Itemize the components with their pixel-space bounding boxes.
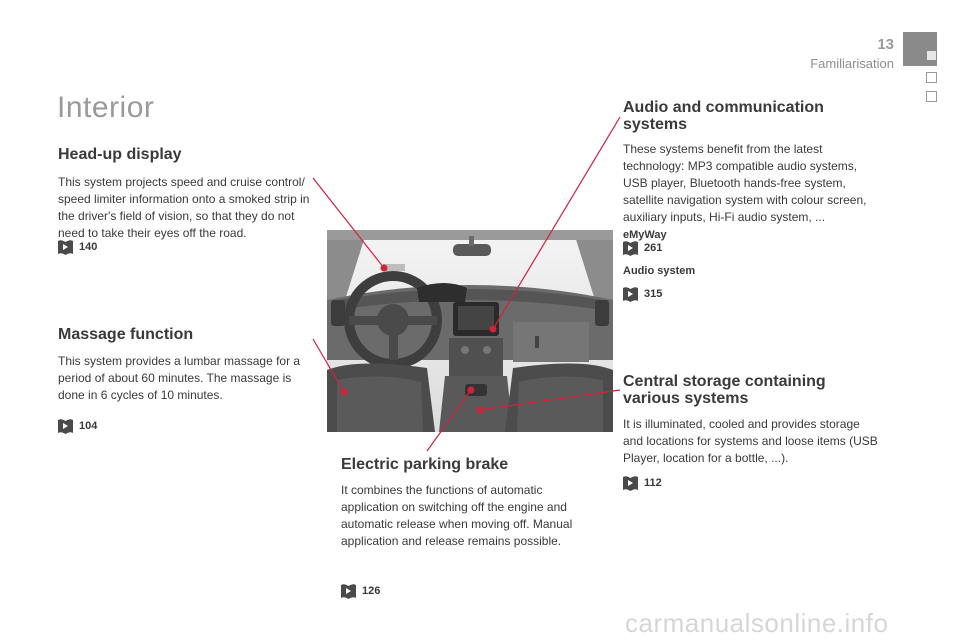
page-ref-number: 112 [644, 477, 662, 489]
brake-body: It combines the functions of automatic application on switching off the engine and automatic release when moving off. Manual application and release remains possible. [341, 483, 573, 548]
headup-body: This system projects speed and cruise control/ speed limiter information onto a smoked strip in the driver's field of vision, so that they do not need to take their eyes off the road. [58, 175, 310, 240]
emyway-label: eMyWay [623, 229, 667, 241]
page-ref-number: 315 [644, 288, 663, 300]
audio-body: These systems benefit from the latest technology: MP3 compatible audio systems, USB player, Bluetooth hands-free system, satellite navigation system with colour screen, auxiliary inputs, Hi-Fi audio system, ... [623, 142, 867, 224]
page-title: Interior [57, 91, 155, 124]
page-ref-number: 261 [644, 242, 663, 254]
massage-title: Massage function [58, 326, 194, 343]
headup-title: Head-up display [58, 146, 182, 163]
storage-body: It is illuminated, cooled and provides storage and locations for systems and loose items (USB Player, location for a bottle, ...). [623, 417, 878, 465]
audio-system-label: Audio system [623, 265, 696, 277]
section-name: Familiarisation [810, 56, 894, 71]
watermark: carmanualsonline.info [625, 608, 889, 638]
page-number: 13 [877, 36, 894, 53]
page-ref-number: 140 [79, 241, 98, 253]
page-ref-number: 104 [79, 420, 98, 432]
page-ref-number: 126 [362, 585, 381, 597]
massage-body: This system provides a lumbar massage for a period of about 60 minutes. The massage is done in 6 cycles of 10 minutes. [58, 354, 301, 402]
brake-title: Electric parking brake [341, 456, 509, 473]
audio-title: Audio and communication systems [623, 99, 824, 133]
storage-title: Central storage containing various systems [623, 373, 826, 407]
